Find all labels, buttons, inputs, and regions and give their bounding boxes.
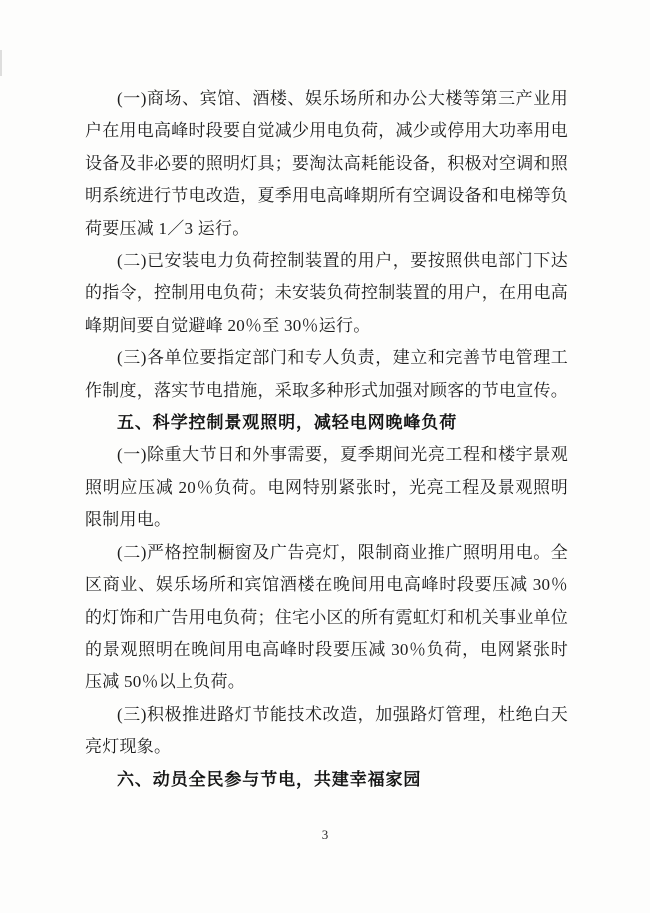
paragraph: (三)积极推进路灯节能技术改造，加强路灯管理，杜绝白天亮灯现象。 xyxy=(85,704,568,757)
paragraph: (一)商场、宾馆、酒楼、娱乐场所和办公大楼等第三产业用户在用电高峰时段要自觉减少用电负荷，减少或停用大功率用电设备及非必要的照明灯具；要淘汰高耗能设备，积极对空调和照明系统进行节电改造，夏季用电高峰期所有空调设备和电梯等负荷要压减 1／3 运行。 xyxy=(85,89,568,238)
scan-edge-artifact xyxy=(0,50,2,76)
page-number: 3 xyxy=(321,827,329,842)
paragraph: (三)各单位要指定部门和专人负责，建立和完善节电管理工作制度，落实节电措施，采取多种形式加强对顾客的节电宣传。 xyxy=(85,348,568,400)
section-heading: 六、动员全民参与节电，共建幸福家园 xyxy=(117,769,422,789)
paragraph: (二)严格控制橱窗及广告亮灯，限制商业推广照明用电。全区商业、娱乐场所和宾馆酒楼在晚间用电高峰时段要压减 30％的灯饰和广告用电负荷；住宅小区的所有霓虹灯和机关事业单位的景观照明在晚间用电高峰时段要压减 30％负荷，电网紧张时压减 50％以上负荷。 xyxy=(85,542,568,692)
paragraph: (一)除重大节日和外事需要，夏季期间光亮工程和楼宇景观照明应压减 20％负荷。电网特别紧张时，光亮工程及景观照明限制用电。 xyxy=(85,445,568,530)
text-block xyxy=(85,83,568,796)
section-heading: 五、科学控制景观照明，减轻电网晚峰负荷 xyxy=(117,413,458,433)
paragraph: (二)已安装电力负荷控制装置的用户，要按照供电部门下达的指令，控制用电负荷；未安装负荷控制装置的用户，在用电高峰期间要自觉避峰 20％至 30％运行。 xyxy=(85,251,568,335)
